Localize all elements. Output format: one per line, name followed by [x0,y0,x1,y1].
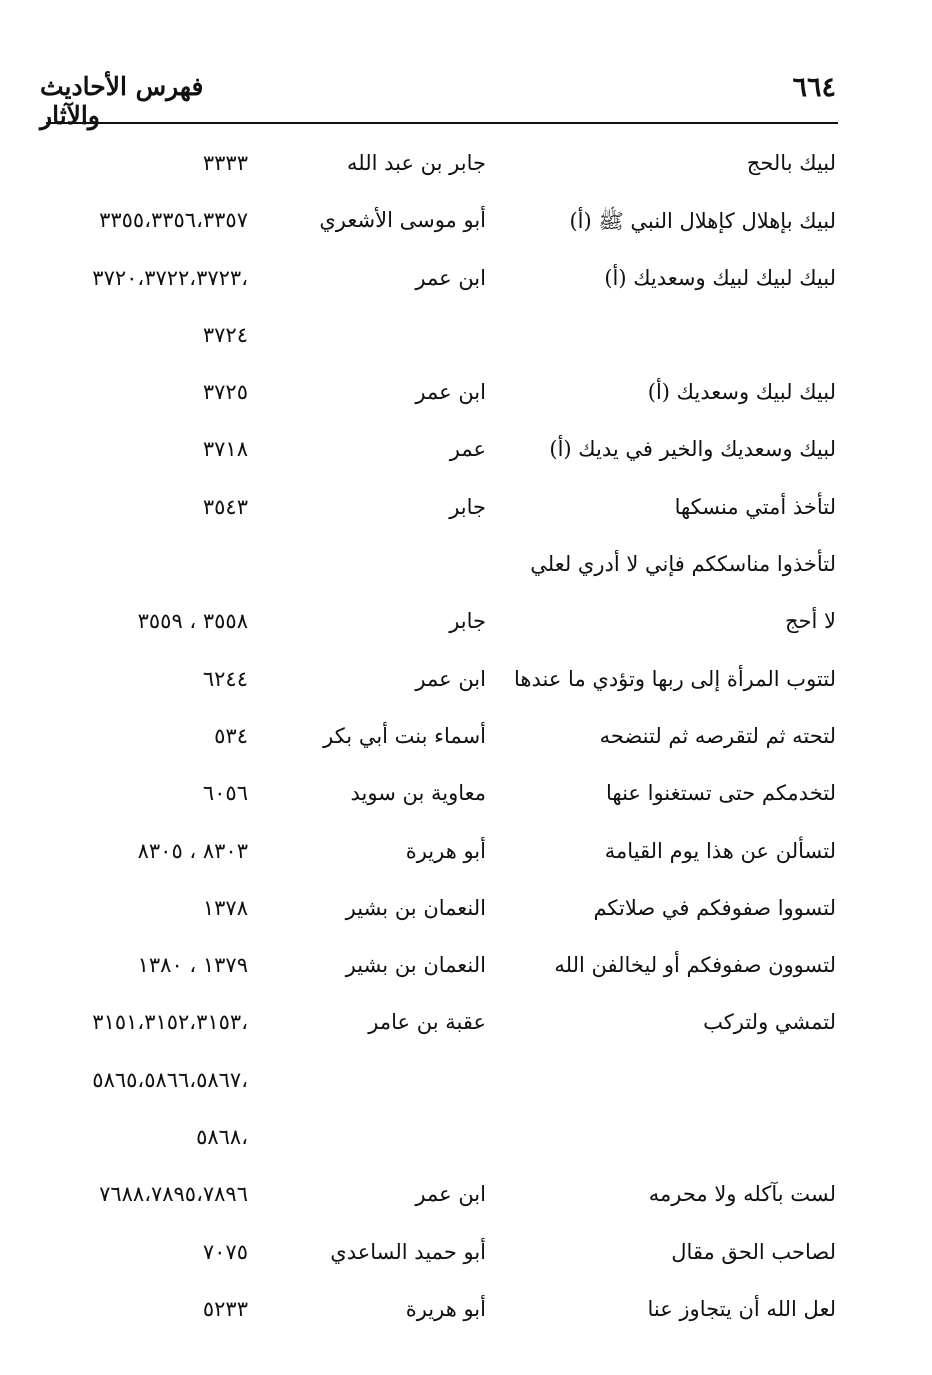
hadith-numbers: ١٣٧٨ [202,895,248,920]
narrator-name: ابن عمر [415,666,486,691]
index-row [0,1117,932,1174]
hadith-numbers: ٣٧١٨ [202,437,248,462]
narrator-name: أبو هريرة [405,1296,486,1321]
hadith-numbers: ٣٥٤٣ [202,494,248,519]
index-row [0,372,932,429]
hadith-numbers: ٣٣٥٥،٣٣٥٦،٣٣٥٧ [99,208,248,233]
narrator-name: جابر بن عبد الله [346,151,486,175]
hadith-numbers: ٣٧٢٠،٣٧٢٢،٣٧٢٣، [92,265,248,290]
hadith-numbers: ٦٠٥٦ [202,781,248,806]
index-row [0,773,932,830]
hadith-numbers: ٦٢٤٤ [202,666,248,691]
narrator-name: ابن عمر [415,265,486,290]
index-row [0,659,932,716]
hadith-numbers: ٥٨٦٥،٥٨٦٦،٥٨٦٧، [92,1067,248,1092]
page-title: فهرس الأحاديث والآثار [40,72,204,130]
narrator-name: جابر [449,609,486,634]
hadith-text: لتأخذوا مناسككم فإني لا أدري لعلي [530,552,836,577]
hadith-text: لا أحج [784,609,836,634]
index-row [0,1289,932,1346]
hadith-numbers: ٧٦٨٨،٧٨٩٥،٧٨٩٦ [99,1182,248,1207]
index-row [0,888,932,945]
index-row [0,143,932,200]
hadith-numbers: ٣٥٥٨ ، ٣٥٥٩ [137,609,248,634]
hadith-text: لتمشي ولتركب [703,1010,836,1035]
index-row [0,945,932,1002]
hadith-text: لبيك بالحج [746,151,836,175]
index-row [0,1060,932,1117]
hadith-text: لتأخذ أمتي منسكها [674,494,836,519]
narrator-name: معاوية بن سويد [350,781,486,806]
index-row [0,315,932,372]
hadith-text: لتسوون صفوفكم أو ليخالفن الله [554,953,836,978]
index-row [0,1002,932,1059]
index-row [0,831,932,888]
narrator-name: ابن عمر [415,380,486,405]
header-divider [46,122,838,124]
narrator-name: جابر [449,494,486,519]
narrator-name: ابن عمر [415,1182,486,1207]
hadith-index-list [0,143,932,1346]
index-row [0,487,932,544]
hadith-text: لتخدمكم حتى تستغنوا عنها [606,781,836,806]
index-row [0,1232,932,1289]
hadith-numbers: ١٣٧٩ ، ١٣٨٠ [137,953,248,978]
narrator-name: أبو هريرة [405,838,486,863]
index-row [0,601,932,658]
narrator-name: النعمان بن بشير [345,895,486,920]
hadith-numbers: ٣٧٢٤ [202,322,248,347]
narrator-name: عقبة بن عامر [368,1010,486,1035]
hadith-numbers: ٧٠٧٥ [202,1239,248,1264]
hadith-numbers: ٥٨٦٨، [196,1125,248,1150]
narrator-name: أبو موسى الأشعري [319,208,486,233]
hadith-text: لتسووا صفوفكم في صلاتكم [593,895,836,920]
narrator-name: أسماء بنت أبي بكر [323,723,486,748]
index-row [0,258,932,315]
hadith-numbers: ٥٣٤ [214,723,248,748]
hadith-text: لعل الله أن يتجاوز عنا [647,1296,836,1321]
hadith-numbers: ٣٧٢٥ [202,380,248,405]
index-row [0,544,932,601]
hadith-numbers: ٣١٥١،٣١٥٢،٣١٥٣، [92,1010,248,1035]
narrator-name: عمر [449,437,486,462]
hadith-text: لتتوب المرأة إلى ربها وتؤدي ما عندها [514,666,836,691]
narrator-name: النعمان بن بشير [345,953,486,978]
hadith-text: لبيك لبيك وسعديك (أ) [647,380,836,405]
index-row [0,1174,932,1231]
hadith-text: لصاحب الحق مقال [671,1239,836,1264]
hadith-text: لتحته ثم لتقرصه ثم لتنضحه [599,723,836,748]
hadith-text: لست بآكله ولا محرمه [648,1182,836,1207]
hadith-numbers: ٥٢٣٣ [202,1296,248,1321]
page-number: ٦٦٤ [792,72,836,103]
hadith-text: لتسألن عن هذا يوم القيامة [604,838,836,863]
index-row [0,429,932,486]
hadith-numbers: ٨٣٠٣ ، ٨٣٠٥ [137,838,248,863]
index-row [0,200,932,257]
hadith-numbers: ٣٣٣٣ [202,151,248,175]
hadith-text: لبيك بإهلال كإهلال النبي ﷺ (أ) [569,209,836,234]
hadith-text: لبيك لبيك لبيك وسعديك (أ) [604,265,836,290]
narrator-name: أبو حميد الساعدي [330,1239,486,1264]
index-row [0,716,932,773]
hadith-text: لبيك وسعديك والخير في يديك (أ) [549,437,836,462]
